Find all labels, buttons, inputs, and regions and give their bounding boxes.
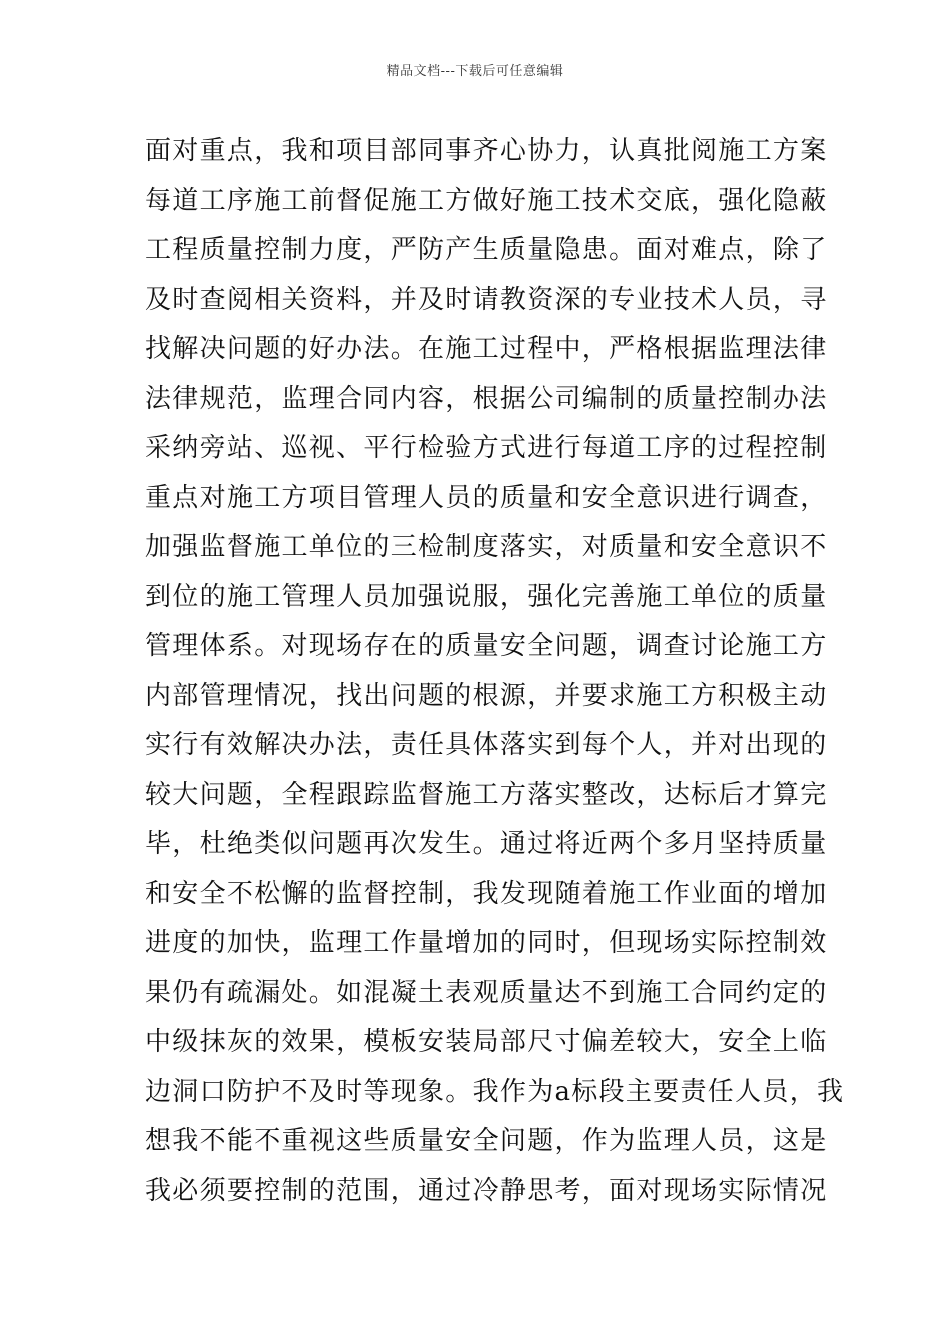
text-line: 边洞口防护不及时等现象。我作为a标段主要责任人员，我: [145, 1076, 845, 1107]
text-line: 我必须要控制的范围，通过冷静思考，面对现场实际情况: [145, 1175, 828, 1206]
text-line: 到位的施工管理人员加强说服，强化完善施工单位的质量: [145, 581, 828, 612]
text-line: 和安全不松懈的监督控制，我发现随着施工作业面的增加: [145, 878, 828, 909]
text-line: 采纳旁站、巡视、平行检验方式进行每道工序的过程控制: [145, 433, 828, 463]
text-line: 管理体系。对现场存在的质量安全问题，调查讨论施工方: [145, 631, 828, 661]
text-line: 重点对施工方项目管理人员的质量和安全意识进行调查，: [145, 482, 828, 513]
text-line: 毕，杜绝类似问题再次发生。通过将近两个多月坚持质量: [145, 829, 828, 859]
text-line: 面对重点，我和项目部同事齐心协力，认真批阅施工方案: [145, 136, 828, 166]
text-line: 工程质量控制力度，严防产生质量隐患。面对难点，除了: [145, 235, 828, 265]
text-line: 法律规范，监理合同内容，根据公司编制的质量控制办法: [145, 383, 828, 414]
text-line: 及时查阅相关资料，并及时请教资深的专业技术人员，寻: [145, 284, 828, 315]
text-line: 较大问题，全程跟踪监督施工方落实整改，达标后才算完: [145, 779, 828, 810]
text-line: 内部管理情况，找出问题的根源，并要求施工方积极主动: [145, 680, 828, 711]
text-line: 实行有效解决办法，责任具体落实到每个人，并对出现的: [145, 730, 828, 760]
text-line: 加强监督施工单位的三检制度落实，对质量和安全意识不: [145, 532, 828, 562]
text-line: 想我不能不重视这些质量安全问题，作为监理人员，这是: [145, 1126, 828, 1156]
text-line: 找解决问题的好办法。在施工过程中，严格根据监理法律: [145, 334, 828, 364]
text-line: 果仍有疏漏处。如混凝土表观质量达不到施工合同约定的: [145, 977, 828, 1008]
page-header: 精品文档---下载后可任意编辑: [386, 64, 564, 79]
text-line: 中级抹灰的效果，模板安装局部尺寸偏差较大，安全上临: [145, 1027, 828, 1057]
text-line: 每道工序施工前督促施工方做好施工技术交底，强化隐蔽: [145, 185, 828, 216]
text-line: 进度的加快，监理工作量增加的同时，但现场实际控制效: [145, 928, 828, 958]
document-body: [145, 127, 845, 1216]
